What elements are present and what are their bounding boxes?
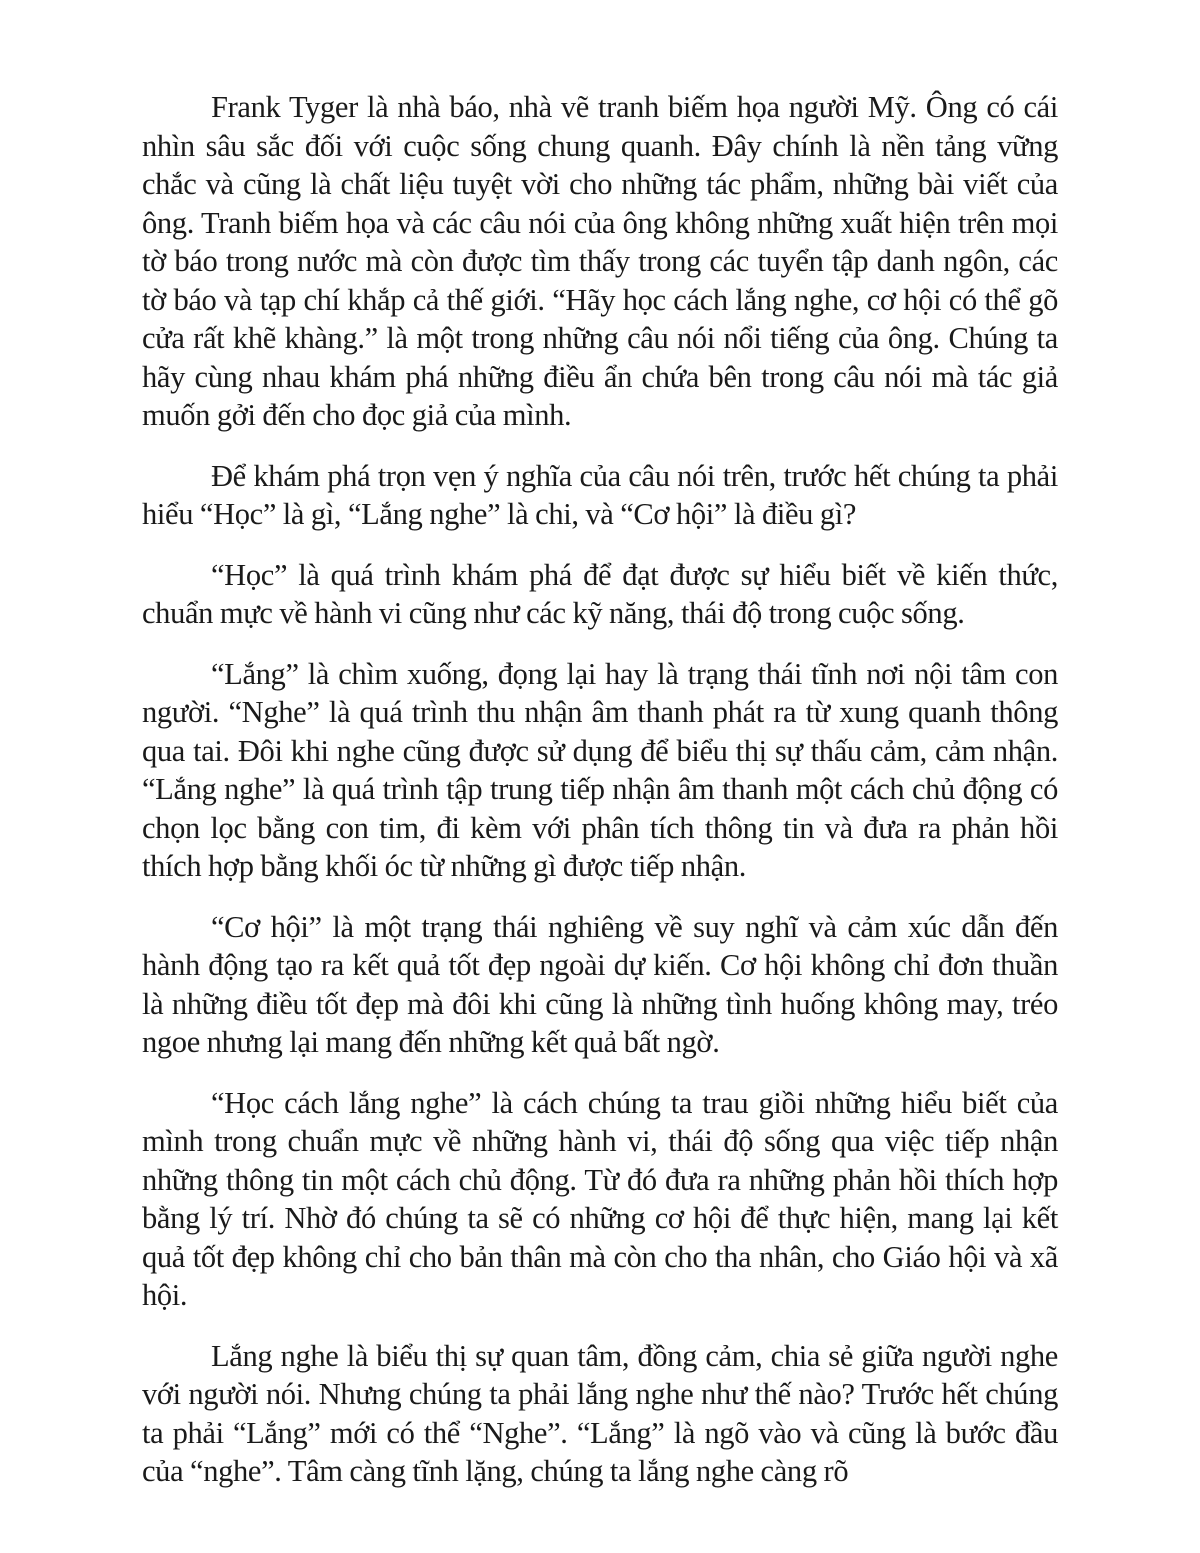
paragraph-5: “Cơ hội” là một trạng thái nghiêng về suy nghĩ và cảm xúc dẫn đến hành động tạo ra kết quả tốt đẹp ngoài dự kiến. Cơ hội không chỉ đơn thuần là những điều tốt đẹp mà đôi khi cũng là những tình huống không may, tréo ngoe nhưng lại mang đến những kết quả bất ngờ. xyxy=(142,909,1058,1059)
paragraph-3: “Học” là quá trình khám phá để đạt được sự hiểu biết về kiến thức, chuẩn mực về hành vi cũng như các kỹ năng, thái độ trong cuộc sống. xyxy=(142,557,1058,630)
paragraph-7: Lắng nghe là biểu thị sự quan tâm, đồng cảm, chia sẻ giữa người nghe với người nói. Nhưng chúng ta phải lắng nghe như thế nào? Trước hết chúng ta phải “Lắng” mới có thể “Nghe”. “Lắng” là ngõ vào và cũng là bước đầu của “nghe”. Tâm càng tĩnh lặng, chúng ta lắng nghe càng rõ xyxy=(142,1338,1058,1488)
paragraph-1: Frank Tyger là nhà báo, nhà vẽ tranh biếm họa người Mỹ. Ông có cái nhìn sâu sắc đối với cuộc sống chung quanh. Đây chính là nền tảng vững chắc và cũng là chất liệu tuyệt vời cho những tác phẩm, những bài viết của ông. Tranh biếm họa và các câu nói của ông không những xuất hiện trên mọi tờ báo trong nước mà còn được tìm thấy trong các tuyển tập danh ngôn, các tờ báo và tạp chí khắp cả thế giới. “Hãy học cách lắng nghe, cơ hội có thể gõ cửa rất khẽ khàng.” là một trong những câu nói nổi tiếng của ông. Chúng ta hãy cùng nhau khám phá những điều ẩn chứa bên trong câu nói mà tác giả muốn gởi đến cho đọc giả của mình. xyxy=(142,90,1058,432)
paragraph-6: “Học cách lắng nghe” là cách chúng ta trau giồi những hiểu biết của mình trong chuẩn mực về những hành vi, thái độ sống qua việc tiếp nhận những thông tin một cách chủ động. Từ đó đưa ra những phản hồi thích hợp bằng lý trí. Nhờ đó chúng ta sẽ có những cơ hội để thực hiện, mang lại kết quả tốt đẹp không chỉ cho bản thân mà còn cho tha nhân, cho Giáo hội và xã hội. xyxy=(142,1085,1058,1312)
paragraph-2: Để khám phá trọn vẹn ý nghĩa của câu nói trên, trước hết chúng ta phải hiểu “Học” là gì, “Lắng nghe” là chi, và “Cơ hội” là điều gì? xyxy=(142,458,1058,531)
paragraph-4: “Lắng” là chìm xuống, đọng lại hay là trạng thái tĩnh nơi nội tâm con người. “Nghe” là quá trình thu nhận âm thanh phát ra từ xung quanh thông qua tai. Đôi khi nghe cũng được sử dụng để biểu thị sự thấu cảm, cảm nhận. “Lắng nghe” là quá trình tập trung tiếp nhận âm thanh một cách chủ động có chọn lọc bằng con tim, đi kèm với phân tích thông tin và đưa ra phản hồi thích hợp bằng khối óc từ những gì được tiếp nhận. xyxy=(142,656,1058,883)
